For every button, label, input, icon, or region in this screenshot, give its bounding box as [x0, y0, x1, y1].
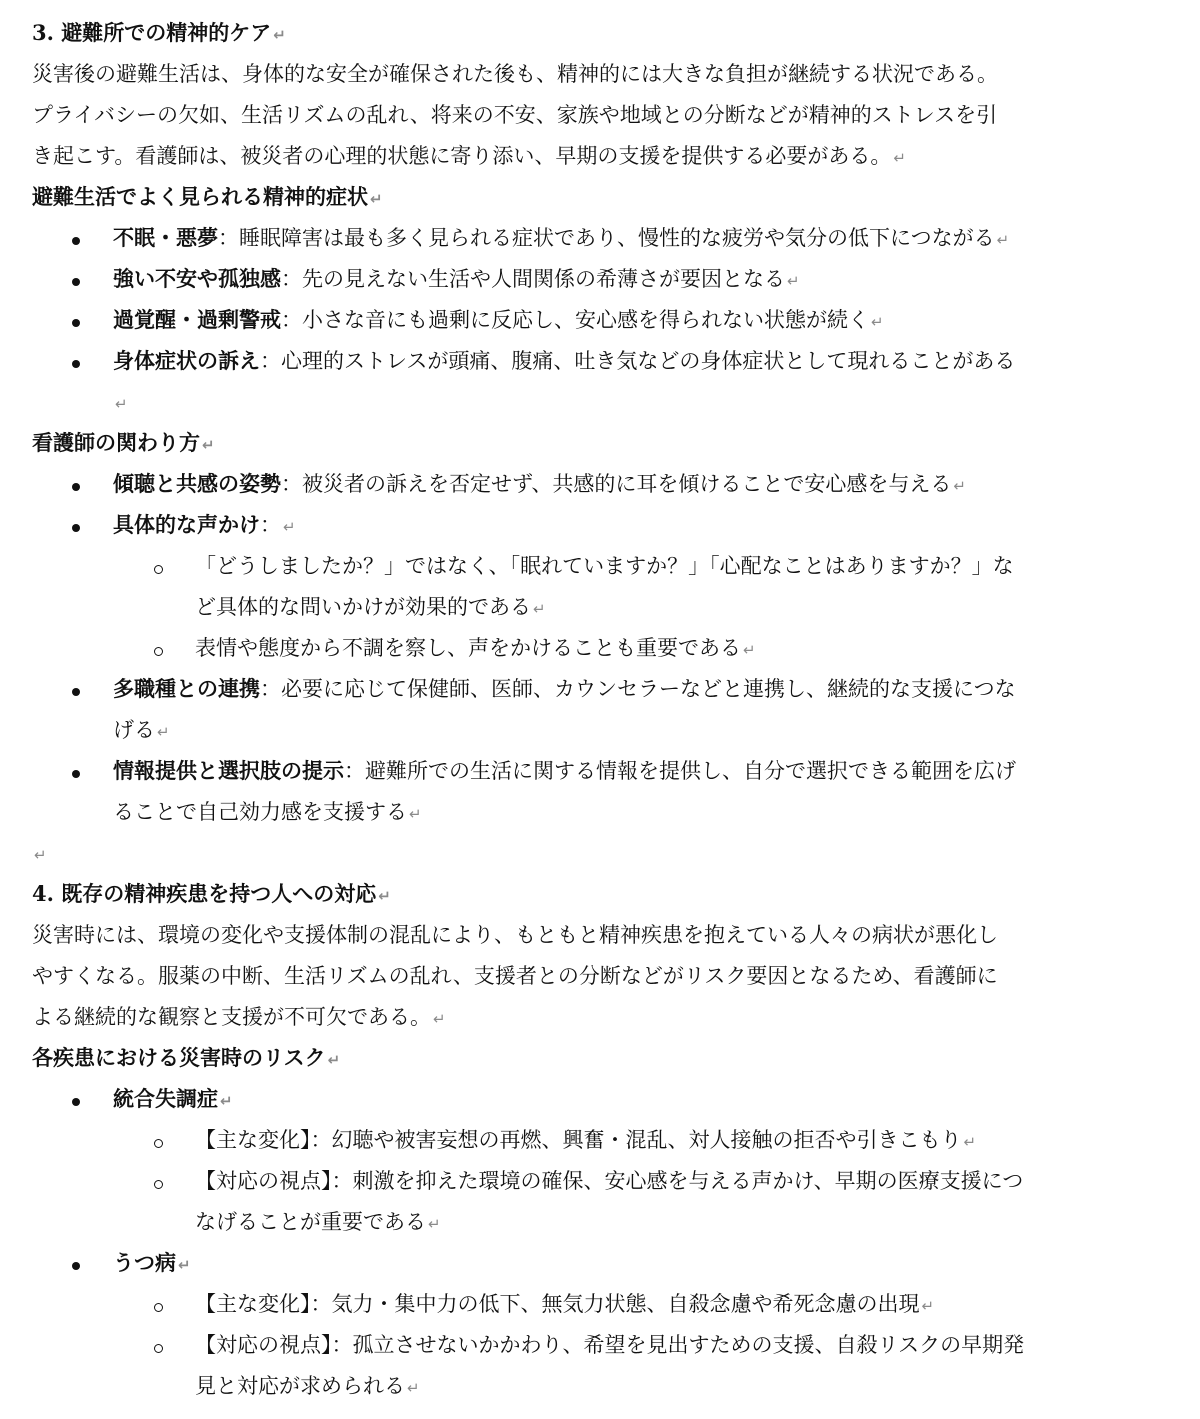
symptom-item: 身体症状の訴え：心理的ストレスが頭痛、腹痛、吐き気などの身体症状として現れることがある	[113, 348, 1016, 373]
symptom-item: 不眠・悪夢：睡眠障害は最も多く見られる症状であり、慢性的な疲労や気分の低下につながる ↵	[113, 225, 1010, 250]
sub-item-cont: なげることが重要である ↵	[195, 1210, 441, 1234]
bullet-icon	[72, 524, 80, 532]
paragraph-mark: ↵	[921, 1297, 935, 1315]
circle-bullet-icon	[154, 1344, 163, 1353]
sub-item-cont: 見と対応が求められる ↵	[195, 1374, 420, 1398]
section-3-heading: 3. 避難所での精神的ケア ↵	[32, 20, 286, 45]
symptoms-heading: 避難生活でよく見られる精神的症状 ↵	[32, 184, 383, 209]
paragraph-mark: ↵	[34, 846, 47, 864]
disease-item: 統合失調症 ↵	[113, 1086, 233, 1111]
s3-intro-line-2: プライバシーの欠如、生活リズムの乱れ、将来の不安、家族や地域との分断などが精神的ストレスを引	[32, 103, 998, 127]
paragraph-mark: ↵	[202, 436, 215, 454]
bullet-icon	[72, 278, 80, 286]
sub-item: 【対応の視点】：孤立させないかかわり、希望を見出すための支援、自殺リスクの早期発	[195, 1333, 1025, 1357]
nurse-item: 傾聴と共感の姿勢：被災者の訴えを否定せず、共感的に耳を傾けることで安心感を与える ↵	[113, 471, 966, 496]
circle-bullet-icon	[154, 1303, 163, 1312]
sub-item: 【主な変化】：気力・集中力の低下、無気力状態、自殺念慮や希死念慮の出現 ↵	[195, 1292, 935, 1316]
risk-heading: 各疾患における災害時のリスク ↵	[32, 1045, 341, 1070]
paragraph-mark: ↵	[178, 1256, 191, 1274]
nurse-item-cont: ることで自己効力感を支援する ↵	[113, 800, 422, 824]
bullet-icon	[72, 360, 80, 368]
paragraph-mark: ↵	[893, 149, 906, 167]
sub-item: 「どうしましたか？」ではなく、「眠れていますか？」「心配なことはありますか？」な	[195, 554, 1014, 578]
s4-intro-line-2: やすくなる。服薬の中断、生活リズムの乱れ、支援者との分断などがリスク要因となるため、看護師に	[32, 964, 998, 988]
paragraph-mark: ↵	[220, 1092, 233, 1110]
paragraph-mark: ↵	[428, 1215, 441, 1233]
bullet-icon	[72, 770, 80, 778]
bullet-icon	[72, 688, 80, 696]
paragraph-mark: ↵	[963, 1133, 977, 1151]
circle-bullet-icon	[154, 647, 163, 656]
circle-bullet-icon	[154, 1139, 163, 1148]
nurse-heading: 看護師の関わり方 ↵	[32, 430, 215, 455]
disease-item: うつ病 ↵	[113, 1250, 191, 1275]
empty-line	[32, 840, 47, 866]
s4-intro-line-3: よる継続的な観察と支援が不可欠である。 ↵	[32, 1005, 446, 1029]
circle-bullet-icon	[154, 565, 163, 574]
bullet-icon	[72, 1098, 80, 1106]
bullet-icon	[72, 1262, 80, 1270]
paragraph-mark: ↵	[327, 1051, 341, 1069]
paragraph-mark: ↵	[409, 805, 422, 823]
paragraph-mark: ↵	[433, 1010, 446, 1028]
nurse-item-cont: げる ↵	[113, 718, 170, 742]
bullet-icon	[72, 483, 80, 491]
empty-line	[113, 389, 128, 415]
paragraph-mark: ↵	[787, 272, 800, 290]
s3-intro-line-3: き起こす。看護師は、被災者の心理的状態に寄り添い、早期の支援を提供する必要がある。 ↵	[32, 144, 906, 168]
s3-intro-line-1: 災害後の避難生活は、身体的な安全が確保された後も、精神的には大きな負担が継続する状況である。	[32, 62, 998, 86]
bullet-icon	[72, 237, 80, 245]
symptom-item: 強い不安や孤独感：先の見えない生活や人間関係の希薄さが要因となる ↵	[113, 266, 800, 291]
paragraph-mark: ↵	[115, 395, 128, 413]
paragraph-mark: ↵	[533, 600, 546, 618]
sub-item-cont: ど具体的な問いかけが効果的である ↵	[195, 595, 546, 619]
nurse-item: 具体的な声かけ： ↵	[113, 512, 296, 537]
circle-bullet-icon	[154, 1180, 163, 1189]
s4-intro-line-1: 災害時には、環境の変化や支援体制の混乱により、もともと精神疾患を抱えている人々の病状が悪化し	[32, 923, 998, 947]
paragraph-mark: ↵	[157, 723, 170, 741]
paragraph-mark: ↵	[378, 887, 391, 905]
paragraph-mark: ↵	[370, 190, 383, 208]
paragraph-mark: ↵	[407, 1379, 420, 1397]
paragraph-mark: ↵	[273, 26, 286, 44]
sub-item: 表情や態度から不調を察し、声をかけることも重要である ↵	[195, 636, 756, 660]
sub-item: 【対応の視点】：刺激を抑えた環境の確保、安心感を与える声かけ、早期の医療支援につ	[195, 1169, 1024, 1193]
section-4-heading: 4. 既存の精神疾患を持つ人への対応 ↵	[32, 881, 391, 906]
paragraph-mark: ↵	[283, 518, 296, 536]
bullet-icon	[72, 319, 80, 327]
nurse-item: 情報提供と選択肢の提示：避難所での生活に関する情報を提供し、自分で選択できる範囲を広げ	[113, 758, 1016, 783]
paragraph-mark: ↵	[871, 313, 884, 331]
sub-item: 【主な変化】：幻聴や被害妄想の再燃、興奮・混乱、対人接触の拒否や引きこもり ↵	[195, 1128, 977, 1152]
nurse-item: 多職種との連携：必要に応じて保健師、医師、カウンセラーなどと連携し、継続的な支援につな	[113, 676, 1016, 701]
paragraph-mark: ↵	[996, 231, 1010, 249]
symptom-item: 過覚醒・過剰警戒：小さな音にも過剰に反応し、安心感を得られない状態が続く ↵	[113, 307, 884, 332]
paragraph-mark: ↵	[743, 641, 756, 659]
paragraph-mark: ↵	[953, 477, 966, 495]
